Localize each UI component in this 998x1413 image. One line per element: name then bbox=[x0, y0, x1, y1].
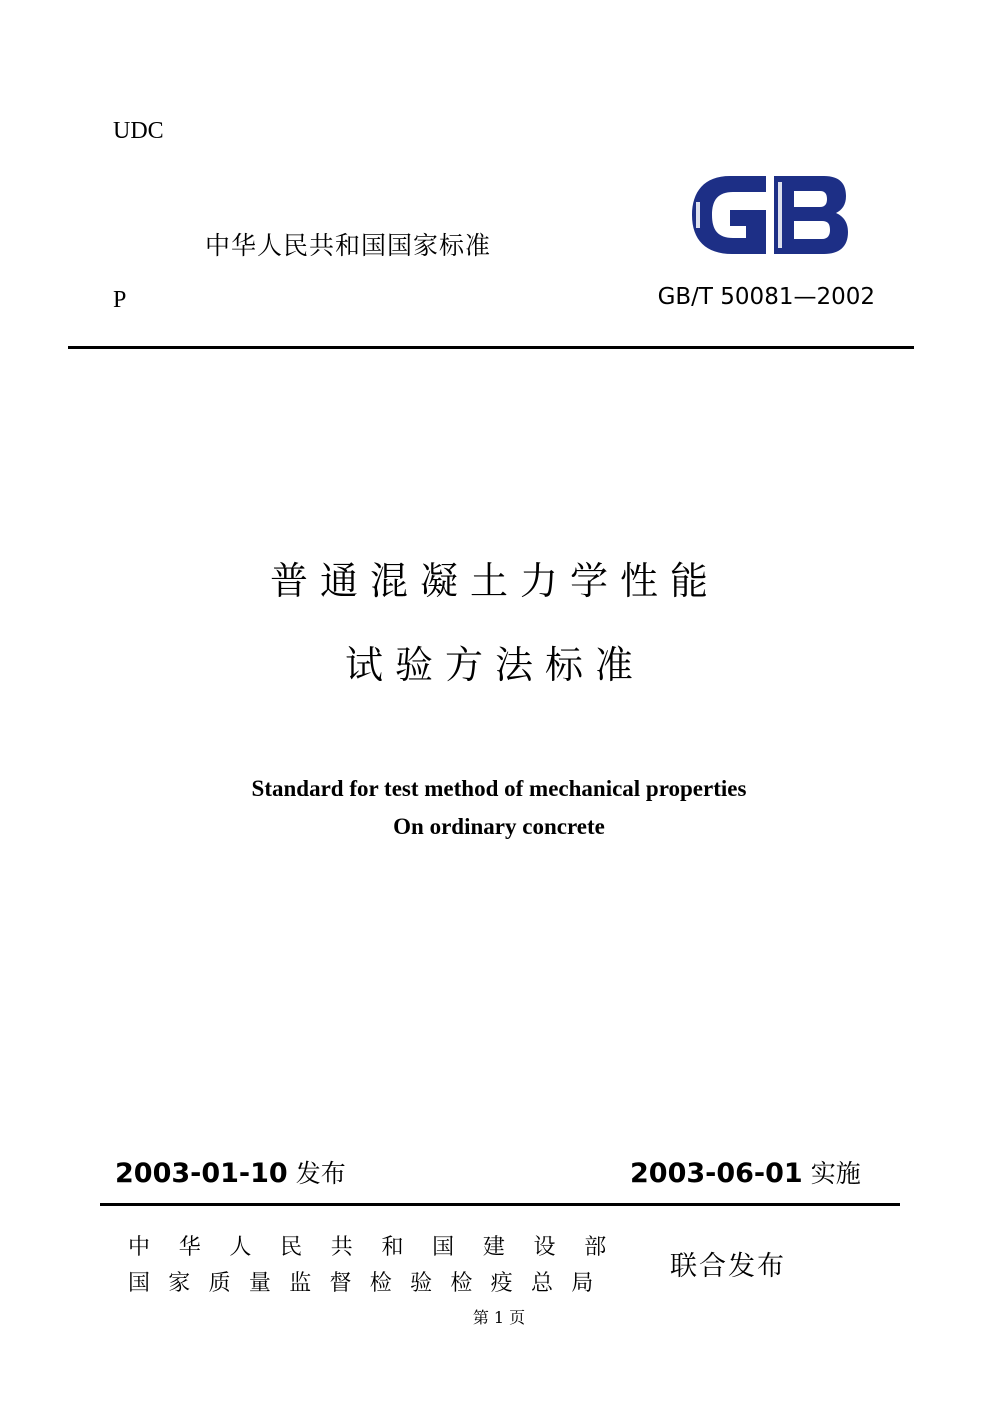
issuer-char: 督 bbox=[329, 1271, 352, 1296]
issue-date: 2003-01-10 bbox=[115, 1158, 288, 1189]
issuer-aqsiq bbox=[128, 1266, 612, 1297]
issuer-char: 检 bbox=[450, 1271, 473, 1296]
implementation-label: 实施 bbox=[810, 1159, 861, 1188]
issuer-char: 民 bbox=[280, 1235, 303, 1260]
issuer-char: 和 bbox=[381, 1235, 404, 1260]
issuer-char: 国 bbox=[432, 1235, 455, 1260]
gb-logo-text: GB bbox=[688, 157, 712, 176]
category-code: P bbox=[113, 287, 127, 313]
issuer-char: 部 bbox=[584, 1235, 607, 1260]
udc-label: UDC bbox=[113, 118, 164, 144]
title-english-line2: On ordinary concrete bbox=[393, 814, 605, 839]
issuer-char: 共 bbox=[330, 1235, 353, 1260]
standard-number: GB/T 50081—2002 bbox=[657, 284, 875, 310]
issue-date-block bbox=[115, 1154, 346, 1190]
implementation-date-block bbox=[630, 1154, 861, 1190]
issuer-char: 质 bbox=[208, 1271, 231, 1296]
top-divider bbox=[68, 346, 914, 349]
bottom-divider bbox=[100, 1203, 900, 1206]
issuer-char: 人 bbox=[229, 1235, 252, 1260]
issuer-char: 家 bbox=[168, 1271, 191, 1296]
issuer-char: 国 bbox=[128, 1271, 151, 1296]
issuer-char: 中 bbox=[128, 1235, 151, 1260]
issuer-char: 建 bbox=[482, 1235, 505, 1260]
issuer-char: 设 bbox=[533, 1235, 556, 1260]
issuer-char: 检 bbox=[369, 1271, 392, 1296]
title-english-line1: Standard for test method of mechanical properties bbox=[251, 776, 747, 801]
issuer-char: 总 bbox=[530, 1271, 553, 1296]
title-chinese-line2: 试验方法标准 bbox=[344, 643, 645, 687]
issuer-char: 监 bbox=[289, 1271, 312, 1296]
joint-issue-label: 联合发布 bbox=[670, 1251, 786, 1282]
national-standard-heading: 中华人民共和国国家标准 bbox=[205, 231, 492, 260]
issuer-ministry bbox=[128, 1230, 635, 1261]
issuer-char: 疫 bbox=[490, 1271, 513, 1296]
issuer-char: 局 bbox=[571, 1271, 594, 1296]
page-number: 第 1 页 bbox=[472, 1308, 526, 1327]
issuer-char: 量 bbox=[248, 1271, 271, 1296]
implementation-date: 2003-06-01 bbox=[630, 1158, 803, 1189]
title-chinese-line1: 普通混凝土力学性能 bbox=[269, 559, 720, 603]
gb-logo bbox=[688, 157, 850, 258]
issue-label: 发布 bbox=[295, 1159, 346, 1188]
issuer-char: 验 bbox=[410, 1271, 433, 1296]
issuer-char: 华 bbox=[178, 1235, 201, 1260]
